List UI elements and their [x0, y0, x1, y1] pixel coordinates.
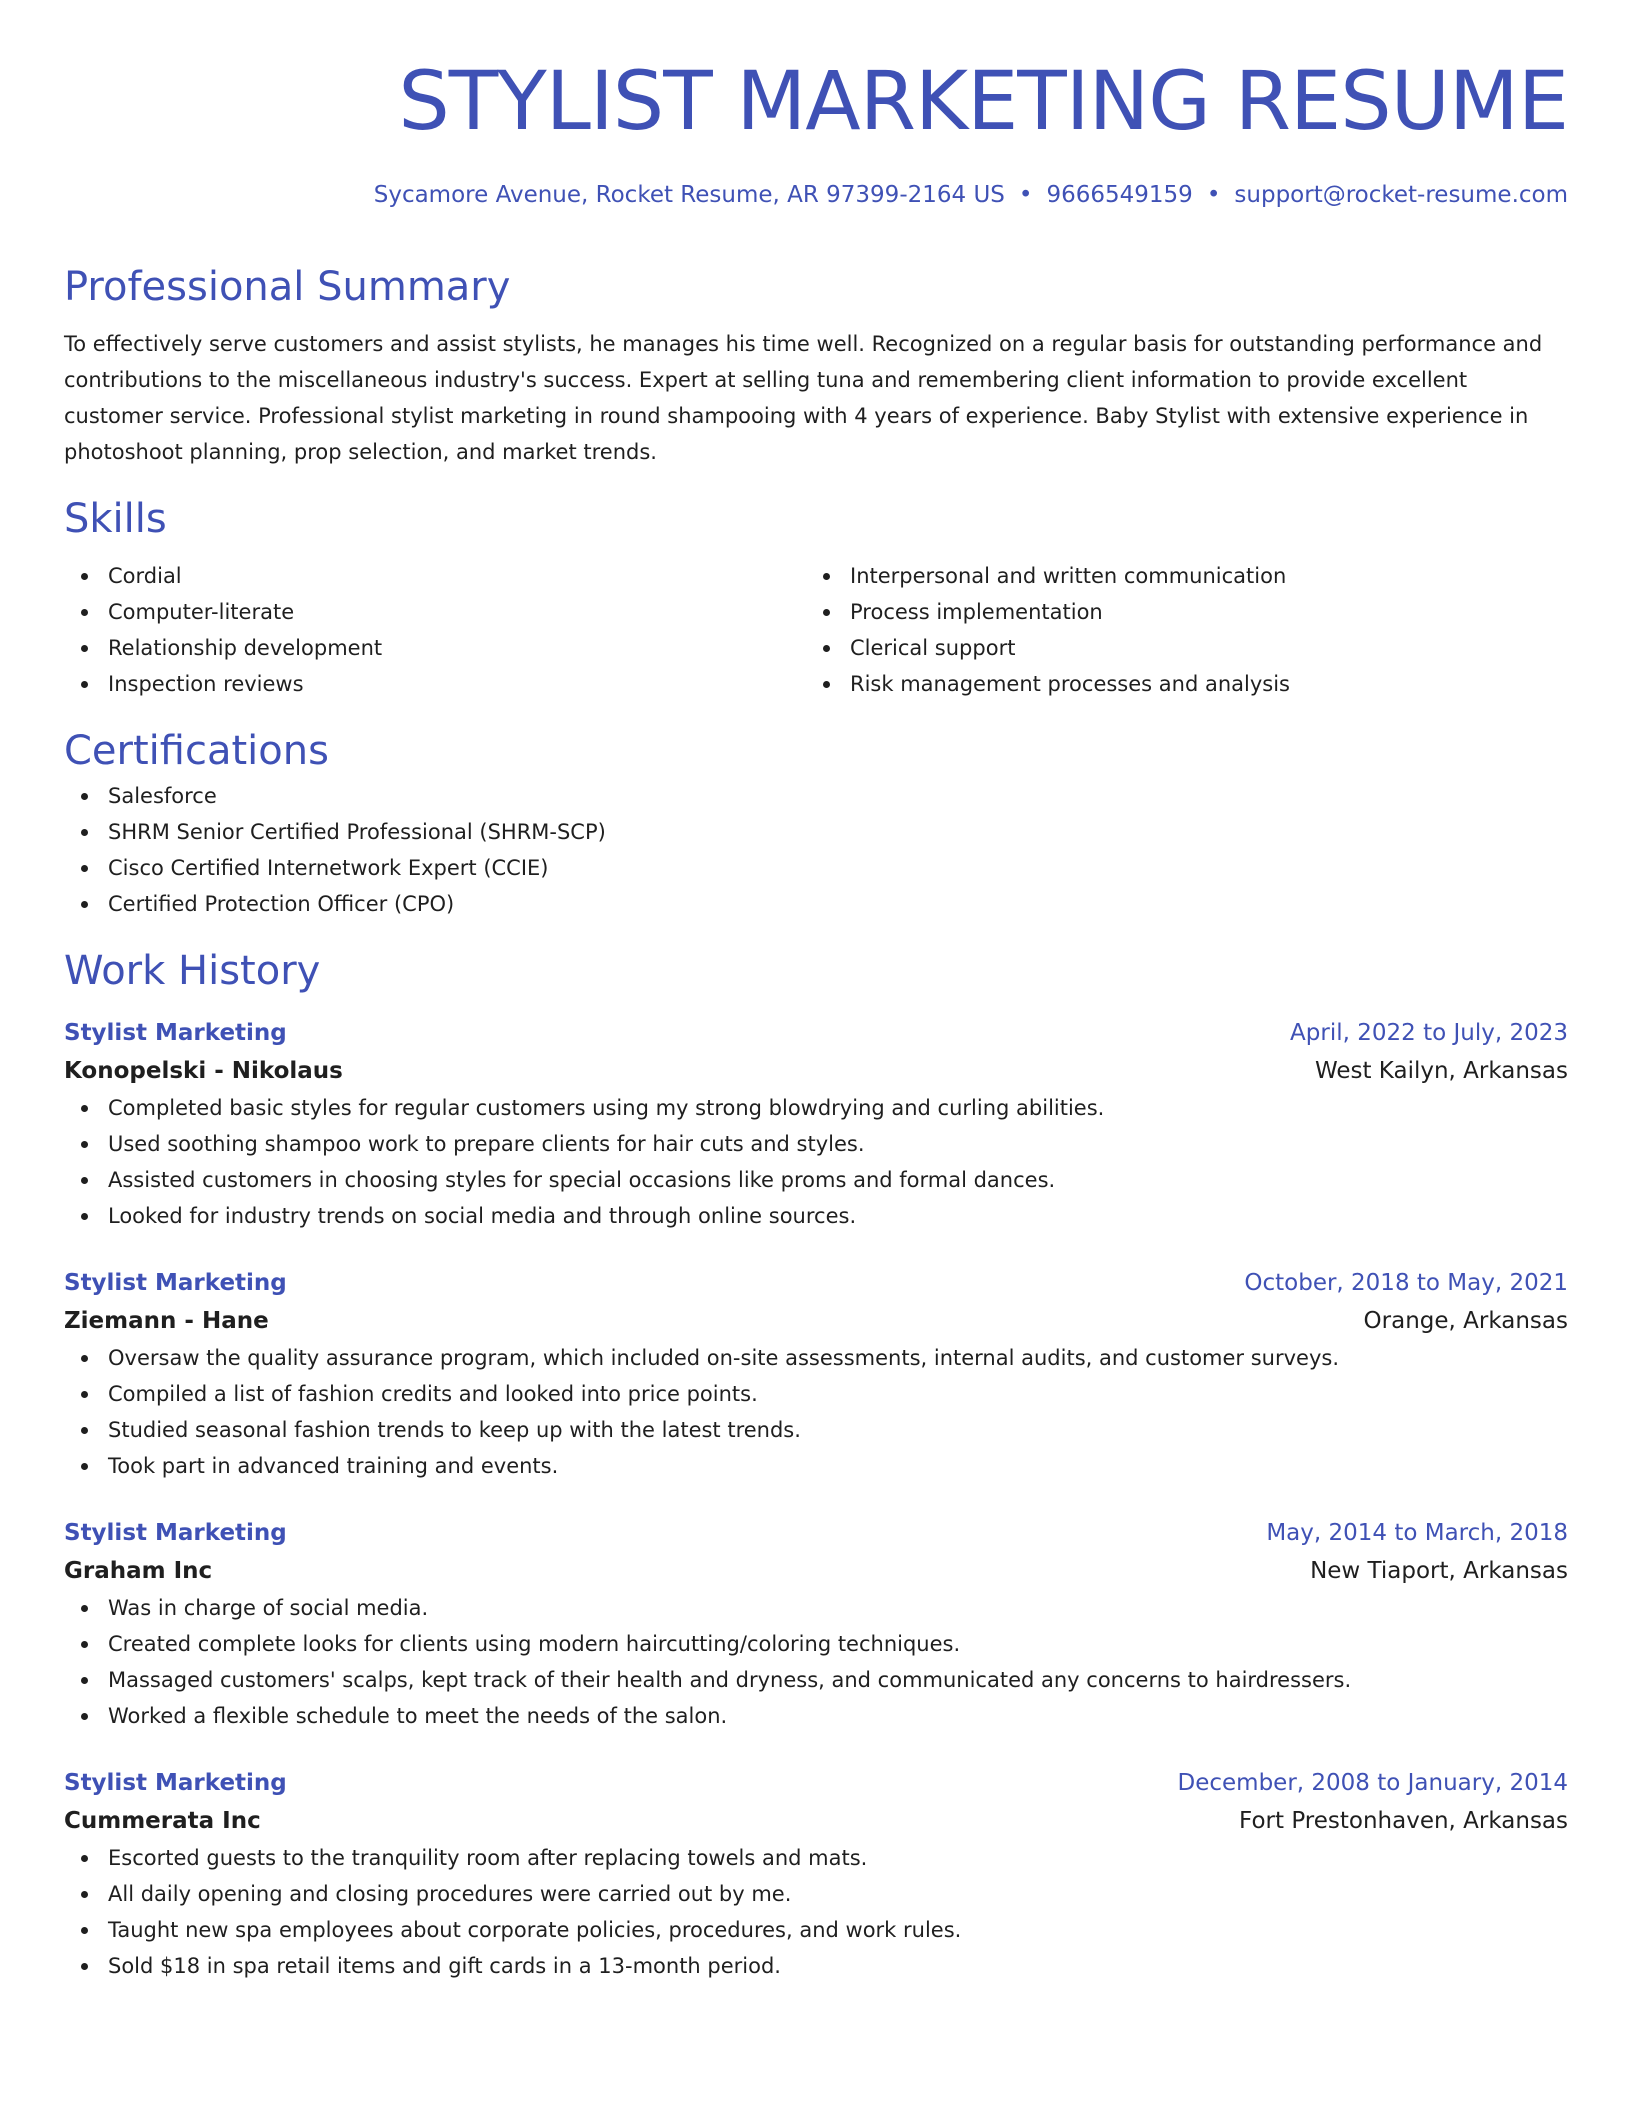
resume-title: STYLIST MARKETING RESUME [398, 55, 1568, 149]
job-role: Stylist Marketing [64, 1770, 287, 1796]
job-duty: Created complete looks for clients using modern haircutting/coloring techniques. [64, 1626, 1568, 1662]
job-duties-list [64, 1590, 1568, 1734]
job-location: West Kailyn, Arkansas [1314, 1058, 1568, 1084]
job-duty: Completed basic styles for regular customers using my strong blowdrying and curling abilities. [64, 1090, 1568, 1126]
job-company: Graham Inc [64, 1558, 213, 1584]
job-duty: Looked for industry trends on social media and through online sources. [64, 1198, 1568, 1234]
summary-text: To effectively serve customers and assist stylists, he manages his time well. Recognized on a regular basis for outstanding performance and contributions to the miscellaneous industry's success. Expert at selling tuna and remembering client information to provide excellent customer service. Professional stylist marketing in round shampooing with 4 years of experience. Baby Stylist with extensive experience in photoshoot planning, prop selection, and market trends. [64, 332, 1543, 464]
job-duty: Escorted guests to the tranquility room after replacing towels and mats. [64, 1840, 1568, 1876]
skills-list-left [64, 558, 806, 702]
contact-separator: • [1206, 182, 1221, 208]
contact-address: Sycamore Avenue, Rocket Resume, AR 97399-2164 US [373, 182, 1005, 208]
job-company: Ziemann - Hane [64, 1308, 269, 1334]
job-duty: Studied seasonal fashion trends to keep up with the latest trends. [64, 1412, 1568, 1448]
job-duty: Assisted customers in choosing styles for special occasions like proms and formal dances. [64, 1162, 1568, 1198]
job-company-row [64, 1052, 1568, 1090]
job-dates: May, 2014 to March, 2018 [1266, 1520, 1568, 1546]
job-dates: April, 2022 to July, 2023 [1290, 1020, 1568, 1046]
job-role: Stylist Marketing [64, 1270, 287, 1296]
skills-columns [64, 558, 1568, 702]
certifications-heading: Certifications [64, 728, 329, 774]
job-duty: Was in charge of social media. [64, 1590, 1568, 1626]
job-header-row [64, 1014, 1568, 1052]
job-duty: Massaged customers' scalps, kept track of their health and dryness, and communicated any concerns to hairdressers. [64, 1662, 1568, 1698]
skill-item: Computer-literate [64, 594, 806, 630]
skill-item: Cordial [64, 558, 806, 594]
skill-item: Risk management processes and analysis [806, 666, 1548, 702]
certifications-list [64, 778, 1568, 922]
job-entry [64, 1264, 1568, 1484]
job-header-row [64, 1514, 1568, 1552]
job-company: Konopelski - Nikolaus [64, 1058, 343, 1084]
job-dates: December, 2008 to January, 2014 [1177, 1770, 1568, 1796]
job-duty: Used soothing shampoo work to prepare clients for hair cuts and styles. [64, 1126, 1568, 1162]
job-company-row [64, 1552, 1568, 1590]
skill-item: Relationship development [64, 630, 806, 666]
contact-line [64, 180, 1568, 210]
job-role: Stylist Marketing [64, 1020, 287, 1046]
skills-list-right [806, 558, 1548, 702]
job-duty: Sold $18 in spa retail items and gift cards in a 13-month period. [64, 1948, 1568, 1984]
contact-email: support@rocket-resume.com [1234, 182, 1568, 208]
job-header-row [64, 1264, 1568, 1302]
job-duty: Oversaw the quality assurance program, which included on-site assessments, internal audits, and customer surveys. [64, 1340, 1568, 1376]
skills-heading: Skills [64, 496, 167, 542]
skill-item: Inspection reviews [64, 666, 806, 702]
summary-heading: Professional Summary [64, 264, 511, 310]
certification-item: Salesforce [64, 778, 1568, 814]
skill-item: Interpersonal and written communication [806, 558, 1548, 594]
contact-phone: 9666549159 [1046, 182, 1193, 208]
skill-item: Clerical support [806, 630, 1548, 666]
skill-item: Process implementation [806, 594, 1548, 630]
job-duties-list [64, 1340, 1568, 1484]
job-duty: Took part in advanced training and events. [64, 1448, 1568, 1484]
job-location: New Tiaport, Arkansas [1310, 1558, 1568, 1584]
job-duties-list [64, 1090, 1568, 1234]
contact-separator: • [1018, 182, 1033, 208]
job-dates: October, 2018 to May, 2021 [1244, 1270, 1568, 1296]
certification-item: Cisco Certified Internetwork Expert (CCIE) [64, 850, 1568, 886]
certification-item: Certified Protection Officer (CPO) [64, 886, 1568, 922]
job-duty: Taught new spa employees about corporate policies, procedures, and work rules. [64, 1912, 1568, 1948]
job-company-row [64, 1802, 1568, 1840]
job-duty: Worked a flexible schedule to meet the needs of the salon. [64, 1698, 1568, 1734]
job-entry [64, 1014, 1568, 1234]
job-entry [64, 1764, 1568, 1984]
job-entry [64, 1514, 1568, 1734]
job-duty: All daily opening and closing procedures were carried out by me. [64, 1876, 1568, 1912]
job-duties-list [64, 1840, 1568, 1984]
job-header-row [64, 1764, 1568, 1802]
job-company-row [64, 1302, 1568, 1340]
certification-item: SHRM Senior Certified Professional (SHRM-SCP) [64, 814, 1568, 850]
job-location: Fort Prestonhaven, Arkansas [1239, 1808, 1568, 1834]
work-history-heading: Work History [64, 948, 321, 994]
job-duty: Compiled a list of fashion credits and looked into price points. [64, 1376, 1568, 1412]
job-role: Stylist Marketing [64, 1520, 287, 1546]
job-location: Orange, Arkansas [1363, 1308, 1568, 1334]
job-company: Cummerata Inc [64, 1808, 261, 1834]
